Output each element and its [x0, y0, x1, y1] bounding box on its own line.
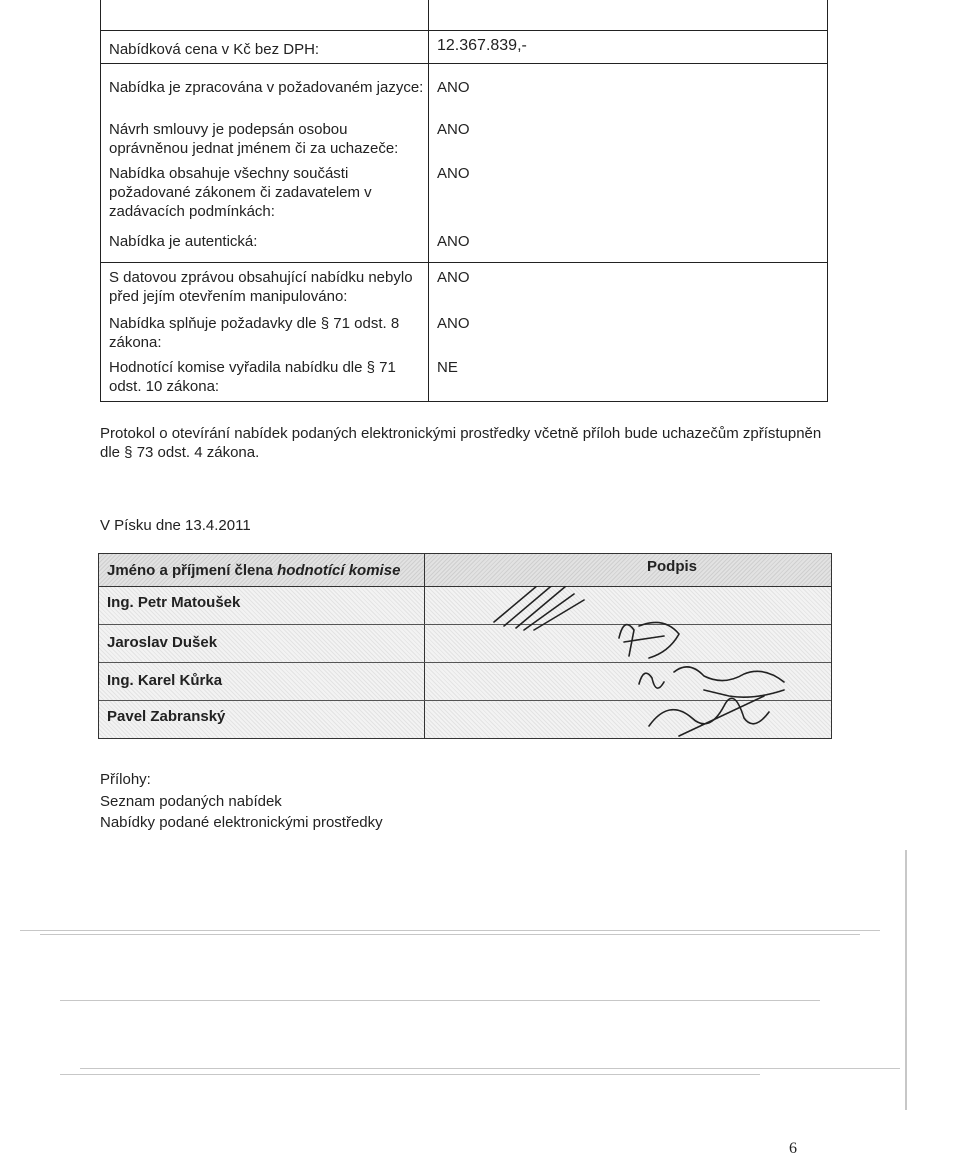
table-row-value: 12.367.839,-	[437, 37, 527, 54]
member-name: Ing. Petr Matoušek	[107, 594, 241, 611]
table-column-divider	[428, 0, 429, 401]
scan-noise	[0, 830, 960, 1130]
handwritten-signatures	[424, 586, 831, 738]
table-row-value: ANO	[437, 269, 470, 286]
table-divider	[101, 262, 828, 263]
table-divider	[101, 63, 828, 64]
attachments-title: Přílohy:	[100, 771, 151, 788]
signature-table	[98, 553, 832, 739]
table-row-label: Nabídková cena v Kč bez DPH:	[109, 41, 320, 58]
table-row-label: Hodnotící komise vyřadila nabídku dle § 71 odst. 10 zákona:	[109, 359, 396, 395]
table-row-label: S datovou zprávou obsahující nabídku nebylo před jejím otevřením manipulováno:	[109, 269, 413, 305]
table-divider	[101, 401, 828, 402]
table-row-label: Návrh smlouvy je podepsán osobou oprávněnou jednat jménem či za uchazeče:	[109, 121, 399, 157]
table-row-label: Nabídka splňuje požadavky dle § 71 odst. 8 zákona:	[109, 315, 400, 351]
attachment-item: Seznam podaných nabídek	[100, 793, 282, 810]
header-name-italic: hodnotící komise	[277, 562, 401, 579]
table-row-label: Nabídka obsahuje všechny součásti požadované zákonem či zadavatelem v zadávacích podmínkách:	[109, 165, 372, 220]
table-divider	[101, 30, 828, 31]
table-row-value: ANO	[437, 315, 470, 332]
table-row-value: NE	[437, 359, 458, 376]
table-row-label: Nabídka je zpracována v požadovaném jazyce:	[109, 79, 424, 96]
table-row-value: ANO	[437, 165, 470, 182]
date-line: V Písku dne 13.4.2011	[100, 517, 251, 534]
member-name: Ing. Karel Kůrka	[107, 672, 223, 689]
member-name: Pavel Zabranský	[107, 708, 226, 725]
table-row-label: Nabídka je autentická:	[109, 233, 258, 250]
table-row-value: ANO	[437, 233, 470, 250]
protocol-paragraph: Protokol o otevírání nabídek podaných elektronickými prostředky včetně příloh bude uchazečům zpřístupněn dle § 73 odst. 4 zákona.	[100, 425, 822, 461]
table-row-value: ANO	[437, 79, 470, 96]
header-signature-column: Podpis	[647, 558, 698, 575]
table-row-value: ANO	[437, 121, 470, 138]
header-name-prefix: Jméno a příjmení člena	[107, 562, 278, 579]
page-number: 6	[789, 1140, 797, 1157]
member-name: Jaroslav Dušek	[107, 634, 218, 651]
header-name-column	[107, 562, 400, 579]
offer-evaluation-table	[100, 0, 828, 402]
attachment-item: Nabídky podané elektronickými prostředky	[100, 814, 383, 831]
